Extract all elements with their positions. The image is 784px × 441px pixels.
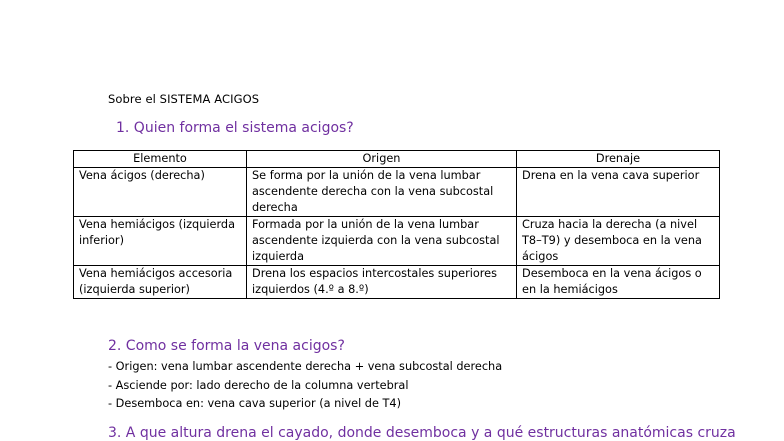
table-cell: Cruza hacia la derecha (a nivel T8–T9) y desemboca en la vena ácigos	[517, 217, 720, 266]
azygos-system-table	[73, 150, 720, 299]
header-drenaje: Drenaje	[517, 151, 720, 168]
table-cell: Vena hemiácigos accesoria (izquierda superior)	[74, 266, 247, 299]
table-cell: Drena en la vena cava superior	[517, 168, 720, 217]
table-cell: Se forma por la unión de la vena lumbar ascendente derecha con la vena subcostal derecha	[247, 168, 517, 217]
table-header-row	[74, 151, 720, 168]
table-cell: Drena los espacios intercostales superiores izquierdos (4.º a 8.º)	[247, 266, 517, 299]
header-elemento: Elemento	[74, 151, 247, 168]
azygos-formation-list	[108, 358, 502, 414]
table-row	[74, 266, 720, 299]
header-origen: Origen	[247, 151, 517, 168]
list-item: - Desemboca en: vena cava superior (a nivel de T4)	[108, 397, 402, 410]
table-row	[74, 168, 720, 217]
table-cell: Desemboca en la vena ácigos o en la hemiácigos	[517, 266, 720, 299]
intro-text: Sobre el SISTEMA ACIGOS	[108, 92, 260, 106]
list-item: - Origen: vena lumbar ascendente derecha + vena subcostal derecha	[108, 360, 503, 373]
heading-question-1: 1. Quien forma el sistema acigos?	[116, 120, 354, 136]
table-row	[74, 217, 720, 266]
heading-question-3: 3. A que altura drena el cayado, donde desemboca y a qué estructuras anatómicas cruza	[108, 425, 736, 441]
heading-question-2: 2. Como se forma la vena acigos?	[108, 338, 345, 354]
list-item: - Asciende por: lado derecho de la columna vertebral	[108, 378, 409, 392]
table-cell: Formada por la unión de la vena lumbar ascendente izquierda con la vena subcostal izquierda	[247, 217, 517, 266]
table-cell: Vena ácigos (derecha)	[74, 168, 247, 217]
table-cell: Vena hemiácigos (izquierda inferior)	[74, 217, 247, 266]
